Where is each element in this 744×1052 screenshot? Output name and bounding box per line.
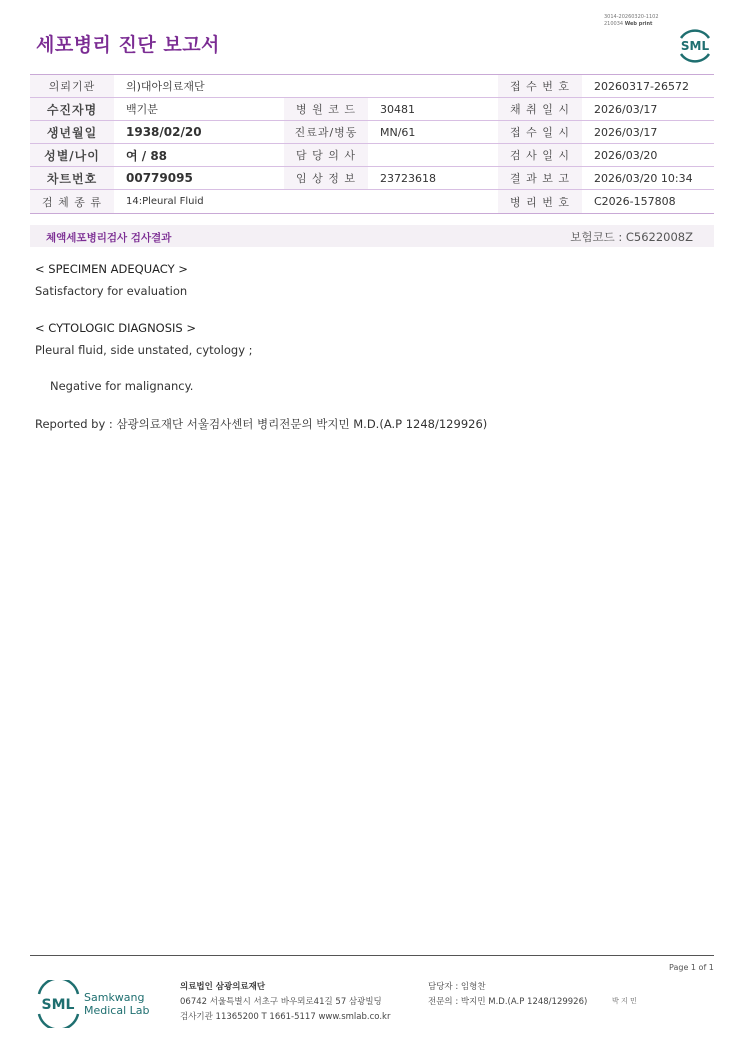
info-label: 담 당 의 사 — [284, 144, 368, 167]
page-number: Page 1 of 1 — [669, 963, 714, 972]
print-meta-line1: 3014-20260320-1102 — [604, 14, 659, 20]
info-label: 병 리 번 호 — [498, 190, 582, 214]
info-label: 접 수 번 호 — [498, 75, 582, 98]
org-contact: 검사기관 11365200 T 1661-5117 www.smlab.co.kr — [180, 1012, 391, 1022]
info-value: 30481 — [368, 98, 498, 121]
signature: 박 지 민 — [612, 997, 637, 1005]
info-value: 2026/03/17 — [582, 121, 714, 144]
print-meta-label: Web print — [624, 21, 653, 27]
table-row — [30, 75, 714, 98]
info-value: 2026/03/20 10:34 — [582, 167, 714, 190]
info-value: 의)대아의료재단 — [114, 75, 498, 98]
diagnosis-heading: < CYTOLOGIC DIAGNOSIS > — [35, 321, 197, 335]
footer-logo-name-line2: Medical Lab — [84, 1004, 150, 1017]
info-value: 14:Pleural Fluid — [114, 190, 498, 214]
reported-by: Reported by : 삼광의료재단 서울검사센터 병리전문의 박지민 M.D.(A.P 1248/129926) — [35, 417, 488, 431]
info-value: 00779095 — [114, 167, 284, 190]
footer-logo-name-line1: Samkwang — [84, 991, 145, 1004]
print-meta-code: 210034 — [604, 21, 624, 27]
footer-address-block — [180, 980, 390, 1025]
sml-logo-text: SML — [680, 39, 710, 53]
footer-staff-block — [428, 980, 587, 1010]
info-label: 차트번호 — [30, 167, 114, 190]
info-value: 1938/02/20 — [114, 121, 284, 144]
result-section-title: 체액세포병리검사 검사결과 — [46, 232, 172, 244]
info-value — [368, 144, 498, 167]
info-label: 임 상 정 보 — [284, 167, 368, 190]
footer-divider — [30, 955, 714, 956]
org-address: 06742 서울특별시 서초구 바우뫼로41길 57 삼광빌딩 — [180, 997, 382, 1007]
info-label: 성별/나이 — [30, 144, 114, 167]
table-row — [30, 98, 714, 121]
info-value: 2026/03/17 — [582, 98, 714, 121]
table-row — [30, 121, 714, 144]
info-label: 결 과 보 고 — [498, 167, 582, 190]
samkwang-logo-icon — [36, 980, 152, 1028]
table-row — [30, 144, 714, 167]
staff-name: 임형찬 — [460, 982, 486, 992]
page-title: 세포병리 진단 보고서 — [36, 34, 220, 56]
info-value: MN/61 — [368, 121, 498, 144]
table-row — [30, 190, 714, 214]
table-row — [30, 167, 714, 190]
specialist-label: 전문의 : — [428, 997, 459, 1007]
specialist-name: 박지민 M.D.(A.P 1248/129926) — [460, 997, 588, 1007]
staff-line — [428, 980, 587, 995]
info-value: 20260317-26572 — [582, 75, 714, 98]
info-value: 23723618 — [368, 167, 498, 190]
sml-logo-icon — [676, 26, 714, 64]
specialist-line — [428, 995, 587, 1010]
info-label: 병 원 코 드 — [284, 98, 368, 121]
info-label: 진료과/병동 — [284, 121, 368, 144]
info-label: 검 사 일 시 — [498, 144, 582, 167]
info-value: C2026-157808 — [582, 190, 714, 214]
info-value: 2026/03/20 — [582, 144, 714, 167]
info-label: 접 수 일 시 — [498, 121, 582, 144]
print-meta-line2 — [604, 21, 659, 28]
adequacy-text: Satisfactory for evaluation — [35, 284, 188, 298]
footer-logo-sml: SML — [41, 997, 75, 1013]
print-metadata — [604, 14, 659, 28]
info-label: 수진자명 — [30, 98, 114, 121]
patient-info-table — [30, 74, 714, 214]
info-value: 백기분 — [114, 98, 284, 121]
info-label: 채 취 일 시 — [498, 98, 582, 121]
info-label: 생년월일 — [30, 121, 114, 144]
diagnosis-result: Negative for malignancy. — [50, 379, 194, 393]
adequacy-heading: < SPECIMEN ADEQUACY > — [35, 262, 188, 276]
info-value: 여 / 88 — [114, 144, 284, 167]
info-label: 검 체 종 류 — [30, 190, 114, 214]
staff-label: 담당자 : — [428, 982, 459, 992]
diagnosis-text: Pleural fluid, side unstated, cytology ; — [35, 343, 253, 357]
insurance-code: 보험코드 : C5622008Z — [570, 230, 693, 244]
org-name: 의료법인 삼광의료재단 — [180, 982, 266, 992]
info-label: 의뢰기관 — [30, 75, 114, 98]
